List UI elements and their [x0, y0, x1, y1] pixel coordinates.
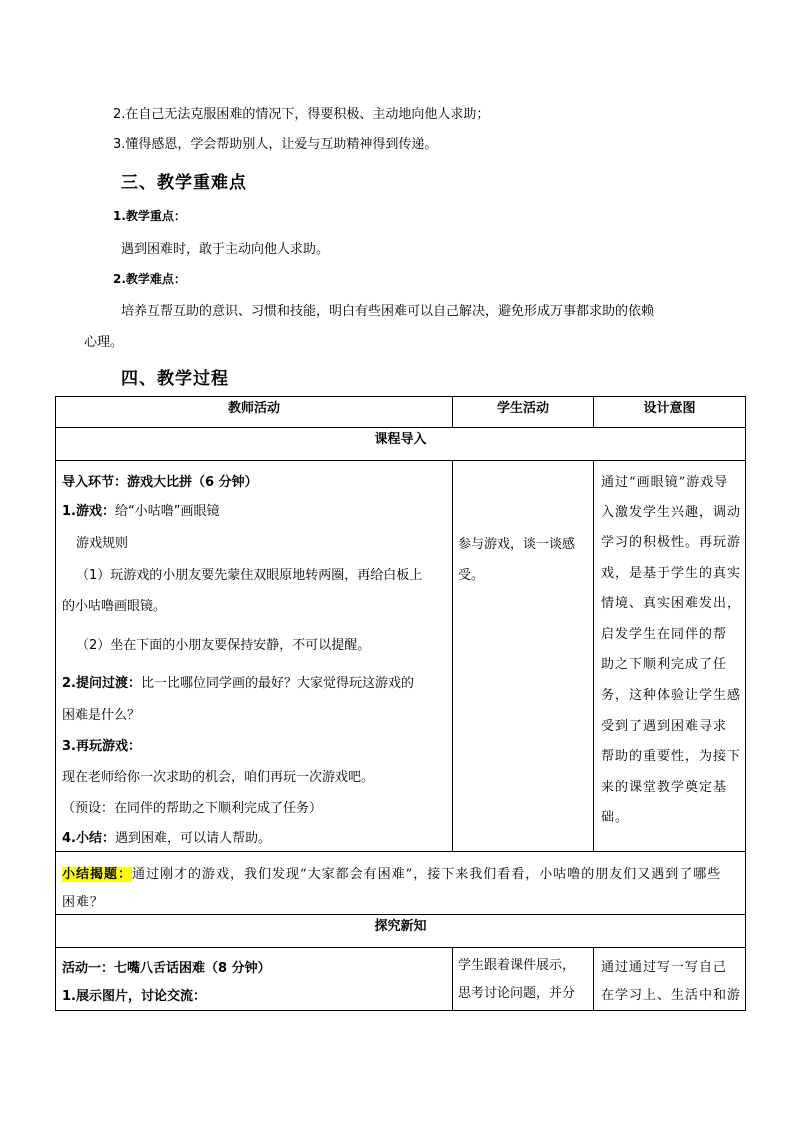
activity1-student-cell	[453, 948, 594, 1011]
section-row-explore	[56, 915, 746, 948]
goal-item-3: 3.懂得感恩，学会帮助别人，让爱与互助精神得到传递。	[113, 137, 438, 152]
game-line	[62, 500, 219, 519]
question-text: 比一比哪位同学画的最好？大家觉得玩这游戏的	[140, 676, 414, 691]
design-line: 务，这种体验让学生感	[601, 688, 742, 703]
summary-topic-cell	[56, 852, 746, 915]
question-line	[62, 672, 414, 691]
preset-text: （预设：在同伴的帮助之下顺利完成了任务）	[62, 801, 323, 816]
header-teacher-activity: 教师活动	[56, 397, 453, 428]
key-point-label: 1.教学重点：	[113, 209, 186, 223]
replay-label: 3.再玩游戏：	[62, 739, 141, 754]
design-line: 戏，是基于学生的真实	[601, 566, 742, 581]
activity1-design-line2: 在学习上、生活中和游	[601, 988, 742, 1003]
design-line: 来的课堂教学奠定基	[601, 780, 728, 795]
teacher-activity-cell	[56, 461, 453, 852]
game-label: 1.游戏：	[62, 504, 115, 519]
intro-title: 导入环节：游戏大比拼（6 分钟）	[62, 475, 258, 490]
question-text-line2: 困难是什么？	[62, 708, 141, 723]
summary-line	[62, 827, 271, 846]
activity1-student-line2: 思考讨论问题，并分	[458, 986, 576, 1001]
section-title-course-intro: 课程导入	[56, 428, 746, 461]
activity1-student-line1: 学生跟着课件展示，	[458, 958, 576, 973]
table-row-intro-activity	[56, 461, 746, 852]
summary-topic-line1	[62, 863, 721, 882]
goal-item-2: 2.在自己无法克服困难的情况下，得要积极、主动地向他人求助；	[113, 107, 490, 122]
activity1-design-line1: 通过通过写一写自己	[601, 960, 728, 975]
student-activity-line2: 受。	[458, 568, 485, 583]
design-line: 情境、真实困难发出，	[601, 596, 742, 611]
summary-topic-line2: 困难？	[62, 895, 105, 910]
rules-title: 游戏规则	[76, 536, 129, 551]
section-heading-teaching-process: 四、教学过程	[121, 369, 229, 389]
activity1-teacher-cell	[56, 948, 453, 1011]
design-line: 帮助的重要性，为接下	[601, 749, 742, 764]
question-label: 2.提问过渡：	[62, 676, 141, 691]
section-heading-key-points: 三、教学重难点	[121, 173, 247, 193]
student-activity-cell	[453, 461, 594, 852]
design-line: 础。	[601, 810, 630, 825]
teaching-process-table	[55, 396, 746, 1011]
key-point-text: 遇到困难时，敢于主动向他人求助。	[121, 242, 330, 257]
table-row-activity-1	[56, 948, 746, 1011]
header-student-activity: 学生活动	[453, 397, 594, 428]
game-text: 给“小咕噜”画眼镜	[114, 504, 220, 519]
design-line: 受到了遇到困难寻求	[601, 719, 728, 734]
section-row-intro	[56, 428, 746, 461]
summary-topic-label: 小结揭题：	[62, 867, 133, 882]
activity1-design-cell	[594, 948, 746, 1011]
design-line: 入激发学生兴趣，调动	[601, 505, 742, 520]
difficult-point-text-line1: 培养互帮互助的意识、习惯和技能，明白有些困难可以自己解决，避免形成万事都求助的依赖	[121, 304, 655, 319]
design-line: 通过“画眼镜”游戏导	[601, 475, 729, 490]
rule-1-line2: 的小咕噜画眼镜。	[62, 599, 167, 614]
difficult-point-label: 2.教学难点：	[113, 272, 186, 286]
student-activity-line1: 参与游戏，谈一谈感	[458, 537, 576, 552]
table-row-summary	[56, 852, 746, 915]
replay-text: 现在老师给你一次求助的机会，咱们再玩一次游戏吧。	[62, 770, 375, 785]
activity1-title: 活动一：七嘴八舌话困难（8 分钟）	[62, 961, 271, 976]
design-line: 助之下顺利完成了任	[601, 657, 728, 672]
table-header-row	[56, 397, 746, 428]
activity1-step: 1.展示图片，讨论交流：	[62, 989, 206, 1004]
design-line: 学习的积极性。再玩游	[601, 535, 742, 550]
design-intent-cell	[594, 461, 746, 852]
summary-label: 4.小结：	[62, 831, 115, 846]
rule-2: （2）坐在下面的小朋友要保持安静，不可以提醒。	[76, 638, 371, 653]
summary-text: 遇到困难，可以请人帮助。	[114, 831, 271, 846]
rule-1-line1: （1）玩游戏的小朋友要先蒙住双眼原地转两圈，再给白板上	[76, 568, 423, 583]
difficult-point-text-line2: 心理。	[84, 335, 124, 350]
section-title-explore: 探究新知	[56, 915, 746, 948]
header-design-intent: 设计意图	[594, 397, 746, 428]
summary-topic-text: 通过刚才的游戏，我们发现“大家都会有困难”，接下来我们看看，小咕噜的朋友们又遇到了哪些	[132, 867, 722, 882]
design-line: 启发学生在同伴的帮	[601, 627, 728, 642]
